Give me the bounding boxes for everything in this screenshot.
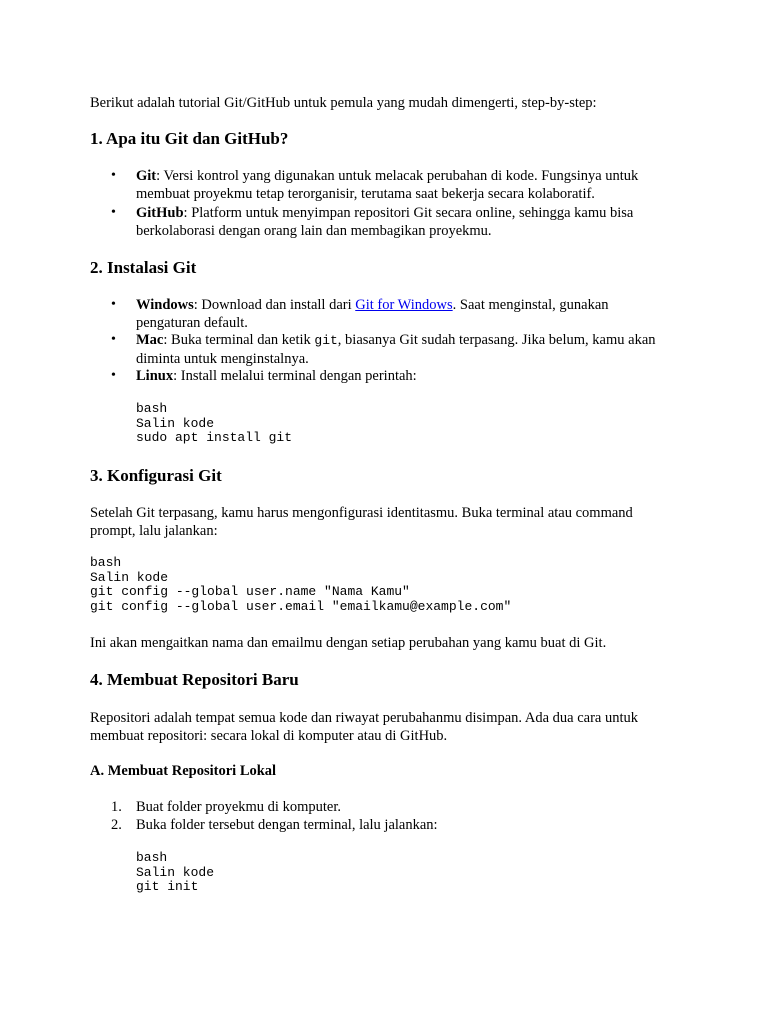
repo-paragraph-line2: membuat repositori: secara lokal di komputer atau di GitHub.	[90, 728, 448, 744]
list-item-windows	[136, 296, 696, 332]
github-desc-line1: : Platform untuk menyimpan repositori Git secara online, sehingga kamu bisa	[183, 205, 634, 221]
list-item-mac	[136, 331, 696, 368]
config-paragraph-line1: Setelah Git terpasang, kamu harus mengonfigurasi identitasmu. Buka terminal atau command	[90, 505, 633, 521]
code-line: bash	[136, 850, 168, 865]
bullet-icon: •	[111, 297, 116, 312]
section-4-heading: 4. Membuat Repositori Baru	[90, 670, 299, 689]
config-after-paragraph: Ini akan mengaitkan nama dan emailmu dengan setiap perubahan yang kamu buat di Git.	[90, 635, 607, 651]
github-desc-line2: berkolaborasi dengan orang lain dan membagikan proyekmu.	[136, 223, 492, 239]
code-block-config	[90, 556, 511, 614]
bullet-icon: •	[111, 205, 116, 220]
code-line: bash	[90, 555, 122, 570]
bullet-icon: •	[111, 332, 116, 347]
code-line: git config --global user.name "Nama Kamu"	[90, 584, 410, 600]
mac-term: Mac	[136, 332, 164, 348]
list-number: 2.	[111, 817, 122, 833]
repo-paragraph-line1: Repositori adalah tempat semua kode dan riwayat perubahanmu disimpan. Ada dua cara untuk	[90, 710, 639, 726]
windows-term: Windows	[136, 297, 194, 313]
list-item-git	[136, 167, 696, 203]
mac-desc-pre: : Buka terminal dan ketik	[163, 332, 315, 348]
code-block-install	[136, 402, 292, 446]
section-2-heading: 2. Instalasi Git	[90, 258, 197, 277]
code-line: Salin kode	[136, 864, 215, 880]
inline-code-git: git	[314, 333, 338, 348]
code-line: sudo apt install git	[136, 430, 293, 446]
list-item-linux	[136, 367, 696, 385]
code-line: Salin kode	[90, 569, 169, 585]
git-desc-line2: membuat proyekmu tetap terorganisir, terutama saat bekerja secara kolaboratif.	[136, 186, 595, 202]
linux-desc: : Install melalui terminal dengan perintah:	[173, 368, 417, 384]
code-line: git config --global user.email "emailkamu@example.com"	[90, 598, 512, 614]
list-item-github	[136, 204, 696, 240]
section-1-heading: 1. Apa itu Git dan GitHub?	[90, 129, 289, 148]
windows-desc-line2: pengaturan default.	[136, 315, 248, 331]
subsection-a-heading: A. Membuat Repositori Lokal	[90, 763, 277, 779]
list-item-step2: Buka folder tersebut dengan terminal, lalu jalankan:	[136, 817, 438, 833]
config-paragraph-line2: prompt, lalu jalankan:	[90, 523, 218, 539]
bullet-icon: •	[111, 168, 116, 183]
linux-term: Linux	[136, 368, 174, 384]
repo-paragraph	[90, 709, 690, 745]
section-3-heading: 3. Konfigurasi Git	[90, 466, 222, 485]
mac-desc-post: , biasanya Git sudah terpasang. Jika belum, kamu akan	[337, 332, 656, 348]
code-line: git init	[136, 879, 199, 895]
code-block-init	[136, 851, 214, 895]
list-number: 1.	[111, 799, 122, 815]
code-line: bash	[136, 401, 168, 416]
windows-desc-post: . Saat menginstal, gunakan	[452, 297, 609, 313]
code-line: Salin kode	[136, 415, 215, 431]
intro-paragraph: Berikut adalah tutorial Git/GitHub untuk pemula yang mudah dimengerti, step-by-step:	[90, 95, 597, 111]
git-desc-line1: : Versi kontrol yang digunakan untuk melacak perubahan di kode. Fungsinya untuk	[156, 168, 639, 184]
windows-desc-pre: : Download dan install dari	[193, 297, 356, 313]
config-paragraph	[90, 504, 690, 540]
list-item-step1: Buat folder proyekmu di komputer.	[136, 799, 341, 815]
github-term: GitHub	[136, 205, 184, 221]
mac-desc-line2: diminta untuk menginstalnya.	[136, 351, 309, 367]
git-for-windows-link[interactable]: Git for Windows	[355, 297, 453, 313]
bullet-icon: •	[111, 368, 116, 383]
git-term: Git	[136, 168, 157, 184]
